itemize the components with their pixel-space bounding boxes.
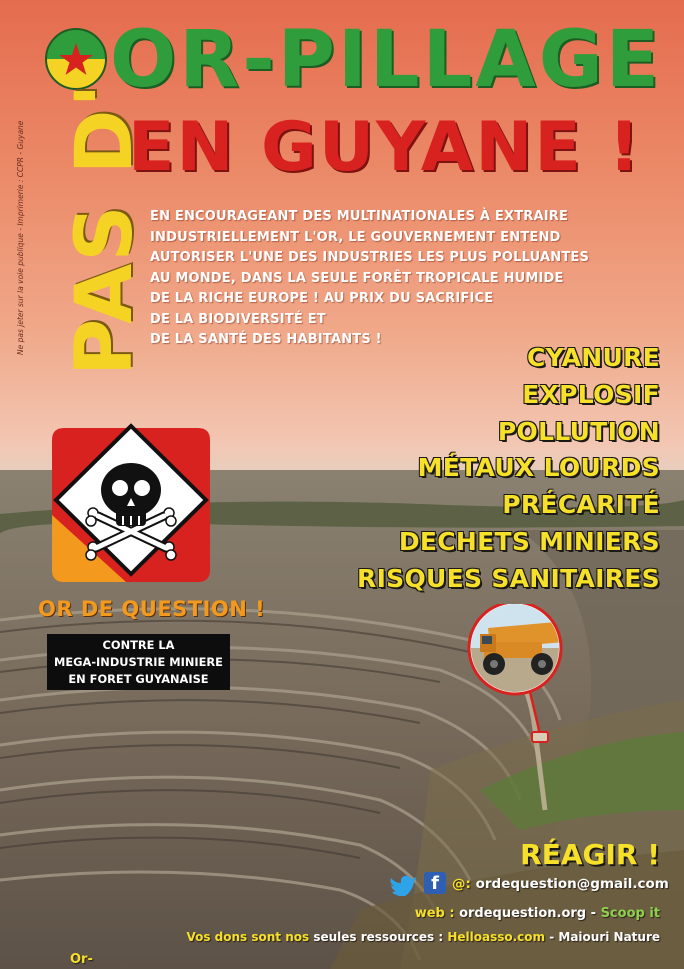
intro-line: EN ENCOURAGEANT DES MULTINATIONALES À EXTRAIRE bbox=[150, 209, 569, 224]
intro-line: DE LA SANTÉ DES HABITANTS ! bbox=[150, 332, 382, 347]
website-link[interactable]: ordequestion.org bbox=[459, 906, 587, 921]
email-address[interactable]: @: ordequestion@gmail.com bbox=[452, 876, 669, 892]
risk-item: DECHETS MINIERS bbox=[398, 526, 660, 556]
title-line-2: EN GUYANE ! bbox=[128, 108, 642, 187]
risk-item: PRÉCARITÉ bbox=[502, 490, 660, 520]
facebook-icon[interactable]: f bbox=[424, 872, 446, 894]
cta-reagir: RÉAGIR ! bbox=[520, 838, 660, 871]
mining-truck-icon bbox=[460, 604, 582, 748]
risk-item: RISQUES SANITAIRES bbox=[357, 563, 660, 593]
vertical-title: PAS D' bbox=[60, 81, 150, 376]
risk-item: CYANURE bbox=[526, 343, 660, 372]
subtitle-line: CONTRE LA bbox=[102, 638, 175, 652]
intro-line: AU MONDE, DANS LA SEULE FORÊT TROPICALE HUMIDE bbox=[150, 270, 564, 286]
intro-line: INDUSTRIELLEMENT L'OR, LE GOUVERNEMENT ENTEND bbox=[150, 229, 561, 245]
risk-item: MÉTAUX LOURDS bbox=[417, 453, 660, 483]
title-line-1: OR-PILLAGE bbox=[110, 15, 663, 105]
scoop-it-link[interactable]: Scoop it bbox=[600, 906, 660, 921]
bottom-text: Or- bbox=[70, 952, 93, 967]
intro-line: DE LA BIODIVERSITÉ ET bbox=[150, 311, 326, 327]
skull-crossbones-icon bbox=[46, 420, 216, 588]
risk-item: EXPLOSIF bbox=[522, 379, 660, 409]
web-line: web : ordequestion.org - Scoop it bbox=[414, 906, 660, 921]
intro-line: DE LA RICHE EUROPE ! AU PRIX DU SACRIFICE bbox=[150, 291, 494, 306]
logo-name: OR DE QUESTION ! bbox=[38, 597, 266, 621]
donations-line: Vos dons sont nos seules ressources : Helloasso.com - Maiouri Nature bbox=[186, 930, 660, 944]
subtitle-line: MEGA-INDUSTRIE MINIERE bbox=[54, 655, 223, 669]
helloasso-link[interactable]: Helloasso.com bbox=[447, 930, 546, 944]
risk-item: POLLUTION bbox=[497, 416, 660, 446]
risk-list bbox=[300, 340, 660, 598]
twitter-icon[interactable] bbox=[388, 874, 418, 896]
intro-text bbox=[150, 207, 670, 351]
intro-line: AUTORISER L'UNE DES INDUSTRIES LES PLUS POLLUANTES bbox=[150, 250, 590, 265]
contact-row bbox=[388, 872, 669, 898]
logo-subtitle bbox=[47, 634, 230, 690]
side-note: Ne pas jeter sur la voie publique - Imprimerie : CCPR - Guyane bbox=[16, 120, 25, 355]
subtitle-line: EN FORET GUYANAISE bbox=[68, 672, 209, 686]
